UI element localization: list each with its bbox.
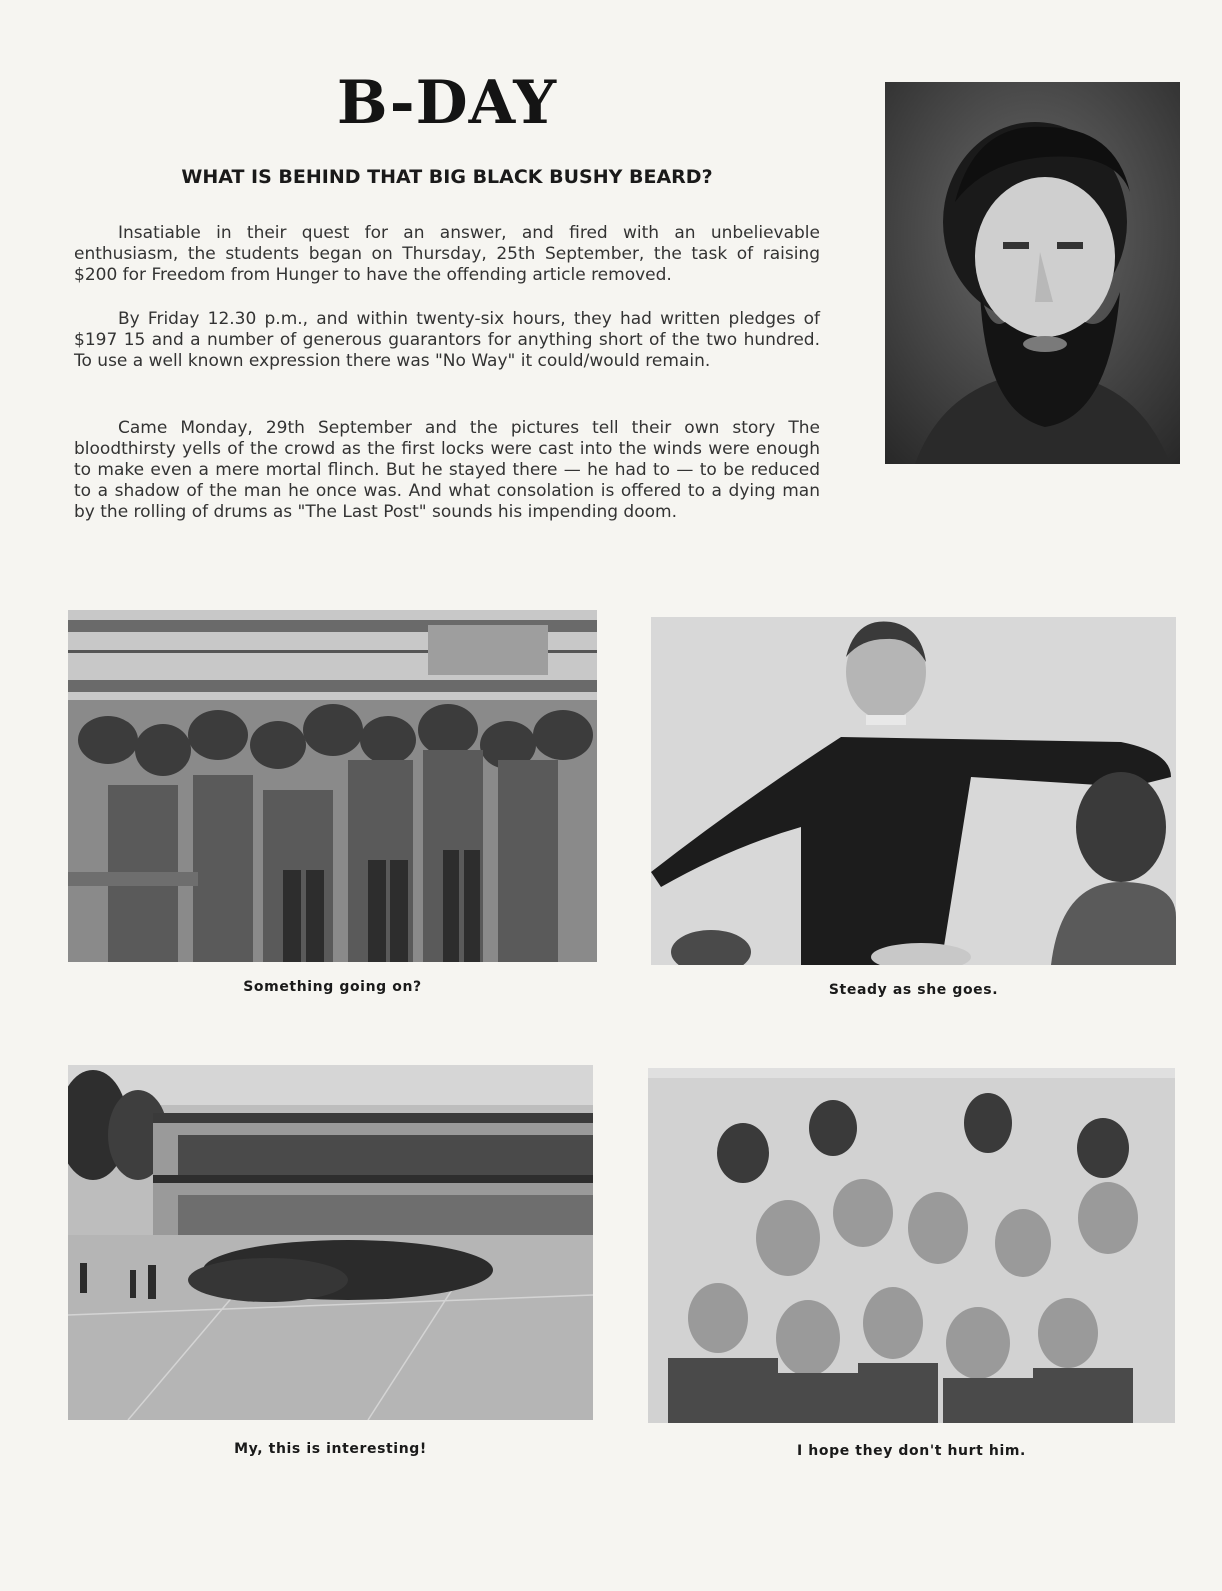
schoolyard-crowd-photo [68, 1065, 593, 1420]
bearded-man-portrait-photo [885, 82, 1180, 464]
page-title: B-DAY [336, 68, 558, 138]
photo-caption-4: I hope they don't hurt him. [797, 1443, 1026, 1459]
crowd-students-photo [68, 610, 597, 962]
article-paragraph-1: Insatiable in their quest for an answer, and fired with an unbelievable enthusiasm, the students began on Thursday, 25th September, the task of raising $200 for Freedom from Hunger to have the offending article removed. [74, 223, 820, 285]
onlookers-group-photo [648, 1068, 1175, 1423]
page-subtitle: WHAT IS BEHIND THAT BIG BLACK BUSHY BEARD? [181, 166, 713, 188]
photo-caption-3: My, this is interesting! [234, 1441, 427, 1457]
man-arm-outstretched-photo [651, 617, 1176, 965]
photo-caption-1: Something going on? [243, 979, 422, 995]
article-paragraph-2: By Friday 12.30 p.m., and within twenty-six hours, they had written pledges of $197 15 and a number of generous guarantors for anything short of the two hundred. To use a well known expression there was "No Way" it could/would remain. [74, 309, 820, 371]
article-paragraph-3: Came Monday, 29th September and the pictures tell their own story The bloodthirsty yells of the crowd as the first locks were cast into the winds were enough to make even a mere mortal flinch. But he stayed there — he had to — to be reduced to a shadow of the man he once was. And what consolation is offered to a dying man by the rolling of drums as "The Last Post" sounds his impending doom. [74, 418, 820, 522]
photo-caption-2: Steady as she goes. [828, 982, 999, 998]
